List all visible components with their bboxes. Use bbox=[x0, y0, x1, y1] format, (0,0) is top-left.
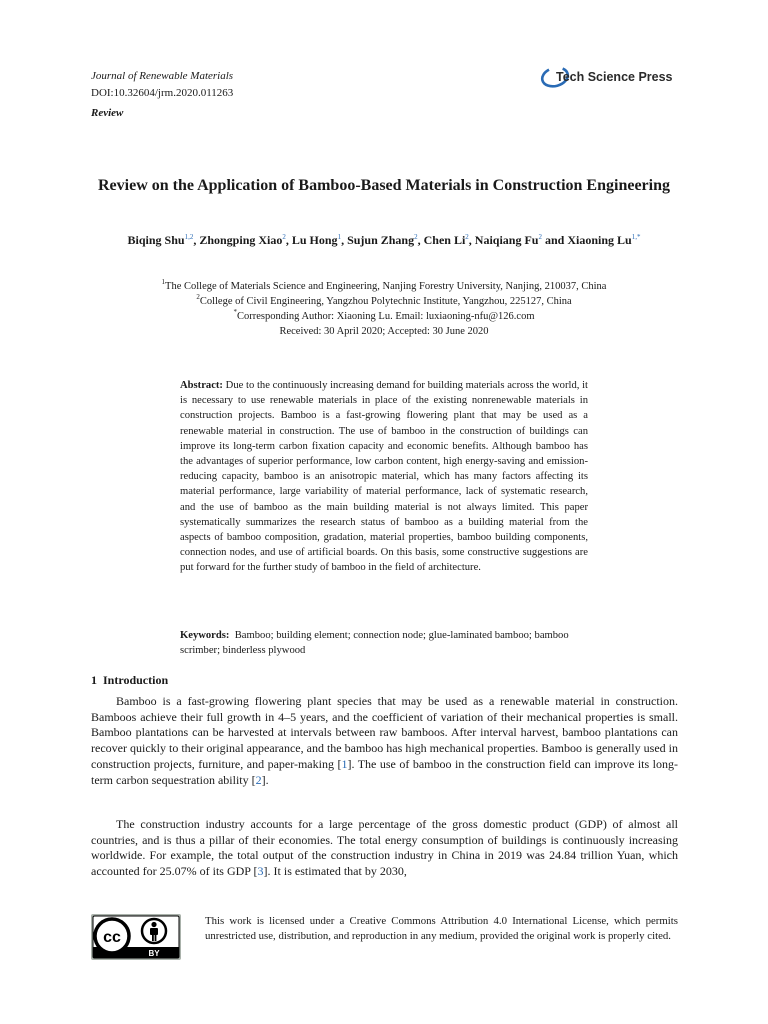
author-separator: , bbox=[193, 233, 200, 247]
intro-paragraph-2: The construction industry accounts for a large percentage of the gross domestic product (GDP) of almost all countries, and is thus a pillar of their economies. The total energy consumption of buildings is continuously increasing worldwide. For example, the total output of the construction industry in China in 2019 was 24.84 trillion Yuan, which accounted for 25.07% of its GDP [3]. It is estimated that by 2030, bbox=[91, 817, 678, 879]
author-affiliation-marker[interactable]: 1 bbox=[337, 233, 342, 241]
author-name: Sujun Zhang bbox=[347, 233, 415, 247]
author-name: Chen Li bbox=[423, 233, 466, 247]
affiliation-2: $^2$College of Civil Engineering, Yangzhou Polytechnic Institute, Yangzhou, 225127, China bbox=[196, 293, 572, 307]
abstract bbox=[180, 378, 588, 576]
citation-link[interactable]: 1 bbox=[341, 756, 348, 771]
author-name: Lu Hong bbox=[291, 233, 338, 247]
author-affiliation-marker[interactable]: 2 bbox=[414, 233, 418, 241]
author-separator: , bbox=[341, 233, 348, 247]
author-name: Biqing Shu bbox=[127, 233, 185, 247]
citation-link[interactable]: 3 bbox=[257, 864, 264, 879]
author-affiliation-marker[interactable]: 2 bbox=[538, 233, 542, 241]
abstract-label: Abstract: bbox=[180, 380, 223, 391]
article-type: Review bbox=[91, 107, 124, 119]
keywords-label: Keywords: bbox=[180, 630, 230, 641]
received-accepted-dates: Received: 30 April 2020; Accepted: 30 June 2020 bbox=[279, 326, 489, 337]
abstract-text: Due to the continuously increasing demand for building materials across the world, it is necessary to use renewable materials in place of the existing nonrenewable materials in construction projects. Bamboo is a fast-growing flowering plant that may be used as a renewable material in construction. The use of bamboo in the construction of buildings can improve its long-term carbon fixation capacity and economic benefits. Although bamboo has the advantages of superior performance, low carbon content, high energy-saving and emission-reducing capacity, bamboo is an anisotropic material, which has many factors affecting its material performance, large variability of material performance, lack of systematic research, and the use of bamboo as the main building material is not always limited. This paper systematically summarizes the research status of bamboo as a building material from the aspects of bamboo composition, gradation, material properties, bamboo building components, connection nodes, and use of artificial boards. On this basis, some constructive suggestions are put forward for the further study of bamboo in the field of architecture. bbox=[180, 380, 588, 574]
author-affiliation-marker[interactable]: 2 bbox=[282, 233, 286, 241]
citation-link[interactable]: 2 bbox=[255, 772, 262, 787]
author-name: Xiaoning Lu bbox=[567, 233, 632, 247]
cc-by-license-icon[interactable] bbox=[91, 914, 181, 960]
paper-title: Review on the Application of Bamboo-Based Materials in Construction Engineering bbox=[97, 177, 670, 194]
publisher-name: Tech Science Press bbox=[556, 70, 673, 84]
affiliations bbox=[90, 279, 678, 339]
intro-paragraph-1: Bamboo is a fast-growing flowering plant species that may be used as a renewable material in construction. Bamboos achieve their full growth in 4–5 years, and the coefficient of variation of their mechanical properties is small. Bamboo plantations can be harvested at intervals between raw bamboos. After interval harvest, bamboo plantations can recover quickly to their original appearance, and the bamboo has high mechanical properties. Bamboo is generally used in construction projects, furniture, and paper-making [1]. The use of bamboo in the construction field can improve its long-term carbon sequestration ability [2]. bbox=[91, 694, 679, 787]
affiliation-1: $^1$The College of Materials Science and Engineering, Nanjing Forestry University, Nanjing, 210037, China bbox=[161, 278, 607, 292]
doi-link[interactable]: DOI:10.32604/jrm.2020.011263 bbox=[91, 87, 234, 99]
author-separator: and bbox=[541, 233, 568, 247]
publisher-logo bbox=[540, 66, 673, 88]
cc-by-label: BY bbox=[148, 949, 160, 958]
author-name: Zhongping Xiao bbox=[199, 233, 283, 247]
svg-text:cc: cc bbox=[103, 929, 121, 946]
author-separator: , bbox=[468, 233, 475, 247]
author-affiliation-marker[interactable]: 1,* bbox=[631, 233, 641, 241]
author-list bbox=[80, 233, 688, 248]
author-separator: , bbox=[285, 233, 292, 247]
author-name: Naiqiang Fu bbox=[474, 233, 539, 247]
author-affiliation-marker[interactable]: 1,2 bbox=[184, 233, 194, 241]
author-affiliation-marker[interactable]: 2 bbox=[465, 233, 469, 241]
author-separator: , bbox=[417, 233, 424, 247]
corresponding-author: *Corresponding Author: Xiaoning Lu. Email: luxiaoning-nfu@126.com bbox=[233, 308, 535, 322]
keywords-text: Bamboo; building element; connection node; glue-laminated bamboo; bamboo scrimber; binderless plywood bbox=[180, 630, 569, 657]
license-statement: This work is licensed under a Creative Commons Attribution 4.0 International License, which permits unrestricted use, distribution, and reproduction in any medium, provided the original work is properly cited. bbox=[205, 915, 678, 942]
journal-name: Journal of Renewable Materials bbox=[91, 70, 234, 82]
section-heading: 1 Introduction bbox=[91, 673, 169, 687]
keywords bbox=[180, 628, 588, 658]
